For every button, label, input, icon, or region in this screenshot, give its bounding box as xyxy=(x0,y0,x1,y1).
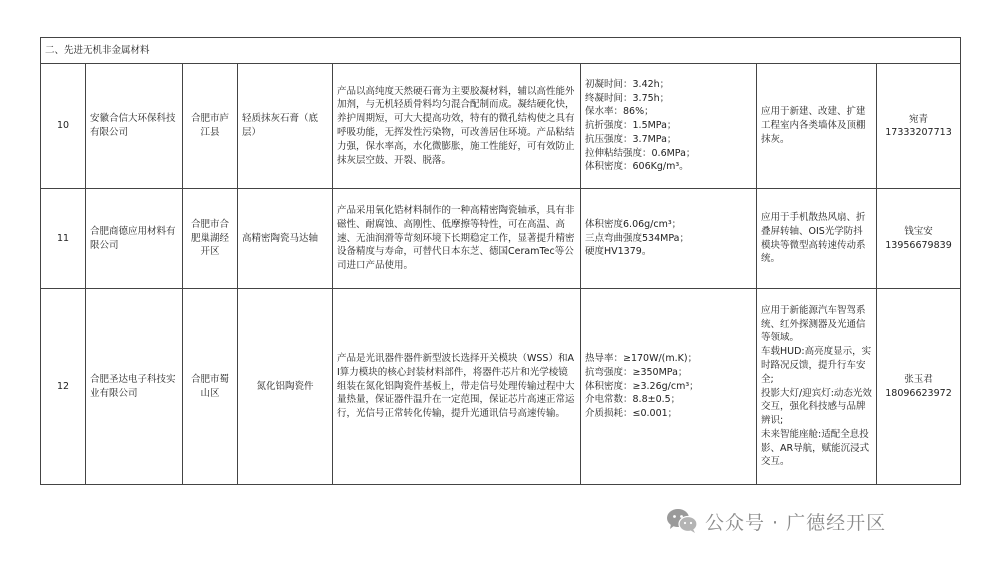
param-line: 体积密度：606Kg/m³。 xyxy=(585,161,689,173)
row-number: 12 xyxy=(41,289,86,485)
watermark xyxy=(666,508,886,534)
location: 合肥市庐江县 xyxy=(183,64,238,189)
table-row xyxy=(41,189,961,289)
product-description: 产品采用氧化锆材料制作的一种高精密陶瓷轴承，具有非磁性、耐腐蚀、高刚性、低摩擦等特性，可在高温、高速、无油润滑等苛刻环境下长期稳定工作，显著提升精密设备精度与寿命，可替代日本东芝、德国CeramTec等公司进口产品使用。 xyxy=(333,189,581,289)
product-description: 产品以高纯度天然硬石膏为主要胶凝材料，辅以高性能外加剂，与无机轻质骨料均匀混合配制而成。凝结硬化快，养护周期短，可大大提高功效，特有的微孔结构使之具有呼吸功能，无挥发性污染物，可改善居住环境。产品粘结力强，保水率高，水化微膨胀，施工性能好，可有效防止抹灰层空鼓、开裂、脱落。 xyxy=(333,64,581,189)
watermark-text: 公众号 · 广德经开区 xyxy=(705,511,887,534)
contact-name: 宛青 xyxy=(909,113,929,125)
param-line: 介质损耗：≤0.001； xyxy=(585,408,678,420)
contact-phone: 18096623972 xyxy=(885,387,952,399)
param-line: 硬度HV1379。 xyxy=(585,246,652,258)
product-parameters xyxy=(581,189,757,289)
param-line: 终凝时间：3.75h； xyxy=(585,92,670,104)
param-line: 热导率：≥170W/(m.K)； xyxy=(585,353,698,365)
company-name: 安徽合信大环保科技有限公司 xyxy=(86,64,183,189)
product-description: 产品是光讯器件器件新型波长选择开关模块（WSS）和AI算力模块的核心封装材料部件，将器件芯片和光学棱镜组装在氮化铝陶瓷件基板上，带走信号处理传输过程中大量热量，保证器件温升在一定范围，保证芯片高速正常运行，光信号正常转化传输，提升光通讯信号高速传输。 xyxy=(333,289,581,485)
param-line: 初凝时间：3.42h； xyxy=(585,78,670,90)
param-line: 三点弯曲强度534MPa； xyxy=(585,232,689,244)
product-parameters xyxy=(581,64,757,189)
contact xyxy=(877,289,961,485)
row-number: 11 xyxy=(41,189,86,289)
application-field: 应用于新建、改建、扩建工程室内各类墙体及顶棚抹灰。 xyxy=(757,64,877,189)
param-line: 抗折强度：1.5MPa； xyxy=(585,120,677,132)
contact xyxy=(877,64,961,189)
param-line: 介电常数：8.8±0.5； xyxy=(585,394,681,406)
table-row xyxy=(41,289,961,485)
param-line: 抗弯强度：≥350MPa； xyxy=(585,366,688,378)
contact-name: 张玉君 xyxy=(904,374,933,386)
company-name: 合肥圣达电子科技实业有限公司 xyxy=(86,289,183,485)
section-title: 二、先进无机非金属材料 xyxy=(41,38,961,64)
contact-name: 钱宝安 xyxy=(904,226,933,238)
product-name: 氮化铝陶瓷件 xyxy=(238,289,333,485)
table-row xyxy=(41,64,961,189)
param-line: 抗压强度：3.7MPa； xyxy=(585,133,677,145)
param-line: 体积密度：≥3.26g/cm³； xyxy=(585,380,699,392)
application-field xyxy=(757,289,877,485)
contact xyxy=(877,189,961,289)
application-line: 车载HUD:高亮度显示，实时路况反馈，提升行车安全; xyxy=(761,346,872,385)
application-line: 应用于新能源汽车智驾系统、红外探测器及光通信等领域。 xyxy=(761,304,866,344)
param-line: 保水率：86%； xyxy=(585,106,654,118)
product-parameters xyxy=(581,289,757,485)
location: 合肥市蜀山区 xyxy=(183,289,238,485)
contact-phone: 13956679839 xyxy=(885,239,952,251)
application-field: 应用于手机散热风扇、折叠屏转轴、OIS光学防抖模块等微型高转速传动系统。 xyxy=(757,189,877,289)
param-line: 拉伸粘结强度：0.6MPa； xyxy=(585,147,696,159)
section-header-row xyxy=(41,38,961,64)
contact-phone: 17333207713 xyxy=(885,127,952,138)
company-name: 合肥商德应用材料有限公司 xyxy=(86,189,183,289)
application-line: 投影大灯/迎宾灯:动态光效交互，强化科技感与品牌辨识; xyxy=(761,387,872,427)
application-line: 未来智能座舱:适配全息投影、AR导航，赋能沉浸式交互。 xyxy=(761,428,870,468)
product-name: 轻质抹灰石膏（底层） xyxy=(238,64,333,189)
param-line: 体积密度6.06g/cm³； xyxy=(585,218,682,230)
wechat-icon xyxy=(666,508,698,534)
row-number: 10 xyxy=(41,64,86,189)
product-table xyxy=(40,37,961,485)
product-name: 高精密陶瓷马达轴 xyxy=(238,189,333,289)
location: 合肥市合肥巢湖经开区 xyxy=(183,189,238,289)
